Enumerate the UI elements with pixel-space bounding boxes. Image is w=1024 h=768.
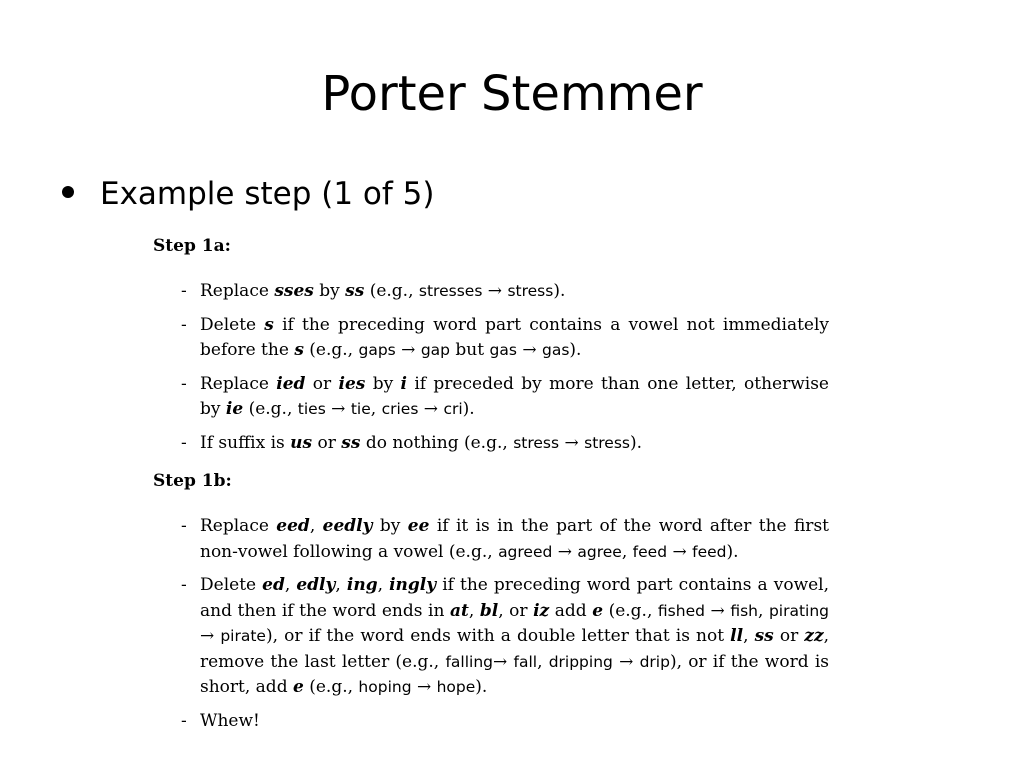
rule-segment: → xyxy=(418,399,444,419)
example-word: drip xyxy=(639,652,670,671)
rule-segment: ). xyxy=(630,432,643,453)
rule-segment: , xyxy=(757,600,769,621)
rule-segment: , xyxy=(284,575,297,595)
rule-segment: ). xyxy=(475,677,488,697)
rule-segment: , or xyxy=(498,600,534,621)
rule-segment: , xyxy=(335,575,347,595)
rule-segment: → xyxy=(482,281,508,301)
rule-segment: , remove the last letter (e.g., xyxy=(200,626,830,672)
step-1b-rules xyxy=(153,514,829,734)
suffix-term: e xyxy=(292,677,304,697)
slide-title: Porter Stemmer xyxy=(321,66,703,122)
suffix-term: ing xyxy=(346,575,378,595)
rule-text xyxy=(200,372,829,423)
bullet-item xyxy=(62,172,434,216)
suffix-term: eedly xyxy=(322,516,373,536)
suffix-term: zz xyxy=(804,626,824,646)
suffix-term: s xyxy=(264,314,274,335)
step-1b-heading: Step 1b: xyxy=(153,471,232,491)
suffix-term: iz xyxy=(533,600,550,621)
suffix-term: s xyxy=(294,340,304,360)
suffix-term: ss xyxy=(754,626,774,646)
rule-segment: ). xyxy=(569,340,582,360)
example-word: fish xyxy=(730,601,758,620)
suffix-term: at xyxy=(449,600,469,621)
rule-item xyxy=(153,573,829,701)
rule-text xyxy=(200,431,829,457)
rule-item xyxy=(153,514,829,565)
example-word: tie xyxy=(350,400,371,418)
rule-segment: but xyxy=(450,340,490,360)
suffix-term: us xyxy=(290,432,313,453)
rule-segment: , xyxy=(309,516,323,536)
rule-segment: or xyxy=(312,432,342,453)
rule-item xyxy=(153,279,829,305)
rule-segment: , xyxy=(537,651,549,672)
step-1a-rules xyxy=(153,279,829,456)
rule-segment: Delete xyxy=(200,575,263,595)
example-word: feed xyxy=(632,542,668,561)
rule-segment: → xyxy=(200,626,221,646)
rule-segment: If suffix is xyxy=(200,432,291,453)
stemmer-rules-figure xyxy=(153,234,829,742)
rule-segment: (e.g., xyxy=(603,600,658,621)
rule-segment: (e.g., xyxy=(364,281,419,301)
suffix-term: e xyxy=(592,600,604,621)
rule-segment: → xyxy=(493,651,514,672)
rule-segment: ). xyxy=(462,399,475,419)
example-word: gas xyxy=(541,341,570,359)
rule-segment: (e.g., xyxy=(303,677,359,697)
suffix-term: eed xyxy=(276,516,310,536)
rule-segment: , xyxy=(621,541,633,562)
rule-segment: ). xyxy=(726,541,739,562)
rule-segment: → xyxy=(667,541,693,562)
rule-item xyxy=(153,431,829,457)
rule-segment: if it is in the part of the word after the first non-vowel following a vowel (e.g., xyxy=(200,516,829,562)
example-word: stress xyxy=(584,433,630,452)
rule-segment: → xyxy=(516,340,542,360)
rule-segment: ), or if the word ends with a double letter that is not xyxy=(265,626,731,646)
suffix-term: bl xyxy=(479,600,499,621)
example-word: ties xyxy=(297,400,326,418)
suffix-term: ee xyxy=(407,516,430,536)
example-word: feed xyxy=(692,542,727,561)
rule-segment: → xyxy=(411,677,437,697)
rule-dash: - xyxy=(181,314,187,335)
example-word: agree xyxy=(577,542,622,561)
suffix-term: ies xyxy=(338,373,366,394)
rule-segment: (e.g., xyxy=(303,340,359,360)
suffix-term: ss xyxy=(345,281,365,301)
rule-segment: , xyxy=(377,575,390,595)
rule-segment: → xyxy=(612,651,640,672)
suffix-term: ll xyxy=(730,626,744,646)
step-1a-heading: Step 1a: xyxy=(153,236,231,256)
example-word: cri xyxy=(443,400,463,418)
example-word: falling xyxy=(445,652,493,671)
rule-segment: if the preceding word part contains a vowel not immediately before the xyxy=(200,314,830,360)
rule-segment: add xyxy=(549,600,593,621)
example-word: gas xyxy=(489,341,517,359)
rule-text xyxy=(200,279,829,305)
rule-text xyxy=(200,709,829,735)
rule-item xyxy=(153,709,829,735)
example-word: stress xyxy=(507,282,554,300)
rule-segment: if preceded by more than one letter, otherwise by xyxy=(200,373,829,419)
example-word: fished xyxy=(657,601,705,620)
rule-segment: ), or if the word is short, add xyxy=(200,651,829,697)
rule-text xyxy=(200,514,829,565)
example-word: dripping xyxy=(548,652,613,671)
example-word: stresses xyxy=(418,282,483,300)
rule-segment: → xyxy=(552,541,578,562)
bullet-dot-icon xyxy=(62,186,74,198)
rule-dash: - xyxy=(181,575,187,595)
rule-dash: - xyxy=(181,432,187,453)
suffix-term: i xyxy=(400,373,407,394)
example-word: cries xyxy=(381,400,419,418)
rule-text xyxy=(200,313,829,364)
example-word: pirate xyxy=(220,627,266,645)
rule-segment: , xyxy=(468,600,480,621)
rule-segment: → xyxy=(559,432,585,453)
rule-segment: by xyxy=(365,373,401,394)
rule-dash: - xyxy=(181,373,187,394)
rule-dash: - xyxy=(181,516,187,536)
suffix-term: sses xyxy=(274,281,314,301)
example-word: hope xyxy=(436,678,476,696)
rule-segment: ). xyxy=(553,281,566,301)
example-word: stress xyxy=(513,433,560,452)
rule-segment: if the preceding word part contains a vowel, and then if the word ends in xyxy=(200,575,830,621)
rule-segment: Replace xyxy=(200,516,277,536)
rule-segment: (e.g., xyxy=(243,399,298,419)
example-word: hoping xyxy=(358,678,412,696)
example-word: pirating xyxy=(768,601,830,620)
suffix-term: ss xyxy=(341,432,361,453)
example-word: gap xyxy=(420,341,451,359)
rule-dash: - xyxy=(181,281,187,301)
rule-segment: by xyxy=(372,516,408,536)
example-word: fall xyxy=(513,652,538,671)
rule-segment: Replace xyxy=(200,373,277,394)
rule-text xyxy=(200,573,829,701)
rule-dash: - xyxy=(181,710,187,731)
rule-segment: Whew! xyxy=(200,710,260,731)
suffix-term: ied xyxy=(276,373,306,394)
suffix-term: ed xyxy=(262,575,285,595)
rule-segment: do nothing (e.g., xyxy=(360,432,514,453)
rule-segment: , xyxy=(370,399,382,419)
suffix-term: ingly xyxy=(389,575,437,595)
rule-segment: Replace xyxy=(200,281,275,301)
suffix-term: ie xyxy=(225,399,244,419)
suffix-term: edly xyxy=(296,575,336,595)
rule-segment: or xyxy=(305,373,339,394)
rule-segment: → xyxy=(325,399,351,419)
bullet-text: Example step (1 of 5) xyxy=(100,176,435,212)
rule-item xyxy=(153,313,829,364)
rule-segment: → xyxy=(704,600,731,621)
rule-segment: or xyxy=(773,626,805,646)
rule-item xyxy=(153,372,829,423)
rule-segment: , xyxy=(743,626,755,646)
rule-segment: by xyxy=(313,281,346,301)
rule-segment: Delete xyxy=(200,314,265,335)
rule-segment: → xyxy=(395,340,421,360)
example-word: agreed xyxy=(498,542,553,561)
example-word: gaps xyxy=(358,341,396,359)
